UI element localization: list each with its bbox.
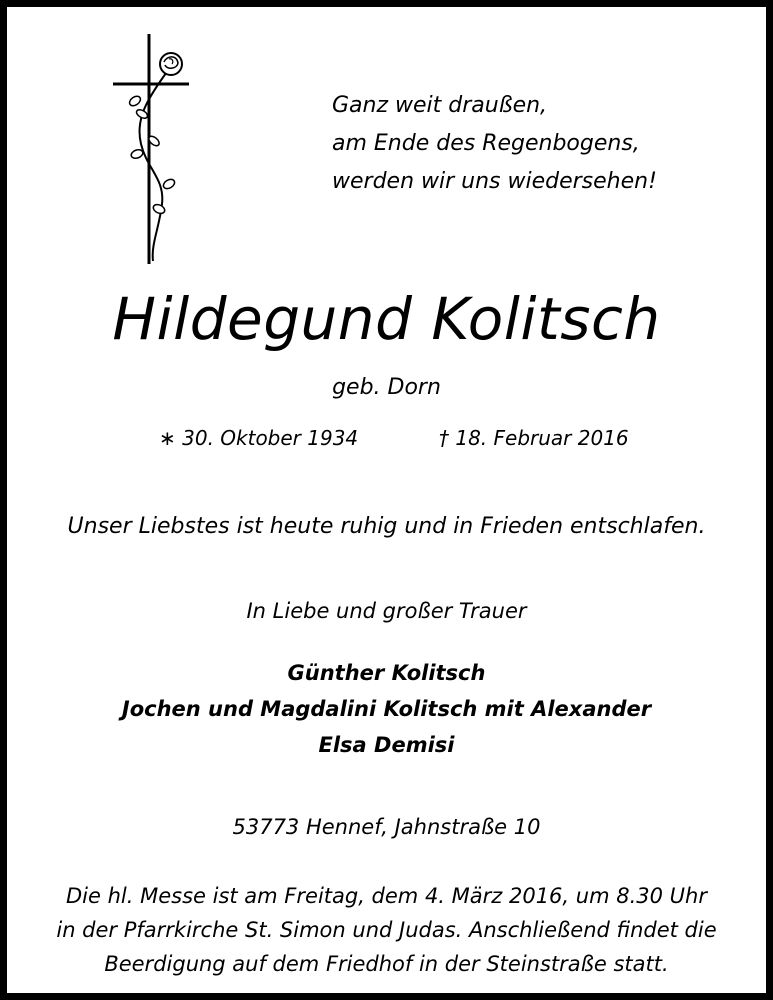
verse-line: werden wir uns wiedersehen! bbox=[332, 169, 657, 194]
service-line: in der Pfarrkirche St. Simon und Judas. Anschließend findet die bbox=[56, 918, 717, 942]
verse-line: am Ende des Regenbogens, bbox=[332, 131, 640, 156]
mourner-name: Jochen und Magdalini Kolitsch mit Alexander bbox=[121, 697, 652, 721]
passing-statement: Unser Liebstes ist heute ruhig und in Frieden entschlafen. bbox=[67, 514, 706, 539]
death-date: † 18. Februar 2016 bbox=[439, 426, 629, 450]
mourner-name: Günther Kolitsch bbox=[287, 661, 486, 685]
funeral-service-info bbox=[7, 879, 766, 981]
verse-line: Ganz weit draußen, bbox=[332, 93, 548, 118]
grief-statement: In Liebe und großer Trauer bbox=[246, 599, 527, 623]
mourners-list bbox=[7, 655, 766, 763]
service-line: Beerdigung auf dem Friedhof in der Steinstraße statt. bbox=[104, 952, 669, 976]
cross-with-rose-icon bbox=[107, 29, 197, 269]
family-address: 53773 Hennef, Jahnstraße 10 bbox=[232, 815, 541, 839]
service-line: Die hl. Messe ist am Freitag, dem 4. März 2016, um 8.30 Uhr bbox=[66, 884, 707, 908]
deceased-name: Hildegund Kolitsch bbox=[112, 285, 661, 353]
maiden-name: geb. Dorn bbox=[332, 375, 441, 400]
mourner-name: Elsa Demisi bbox=[318, 733, 455, 757]
birth-date: ∗ 30. Oktober 1934 bbox=[159, 426, 359, 450]
verse bbox=[332, 87, 657, 201]
